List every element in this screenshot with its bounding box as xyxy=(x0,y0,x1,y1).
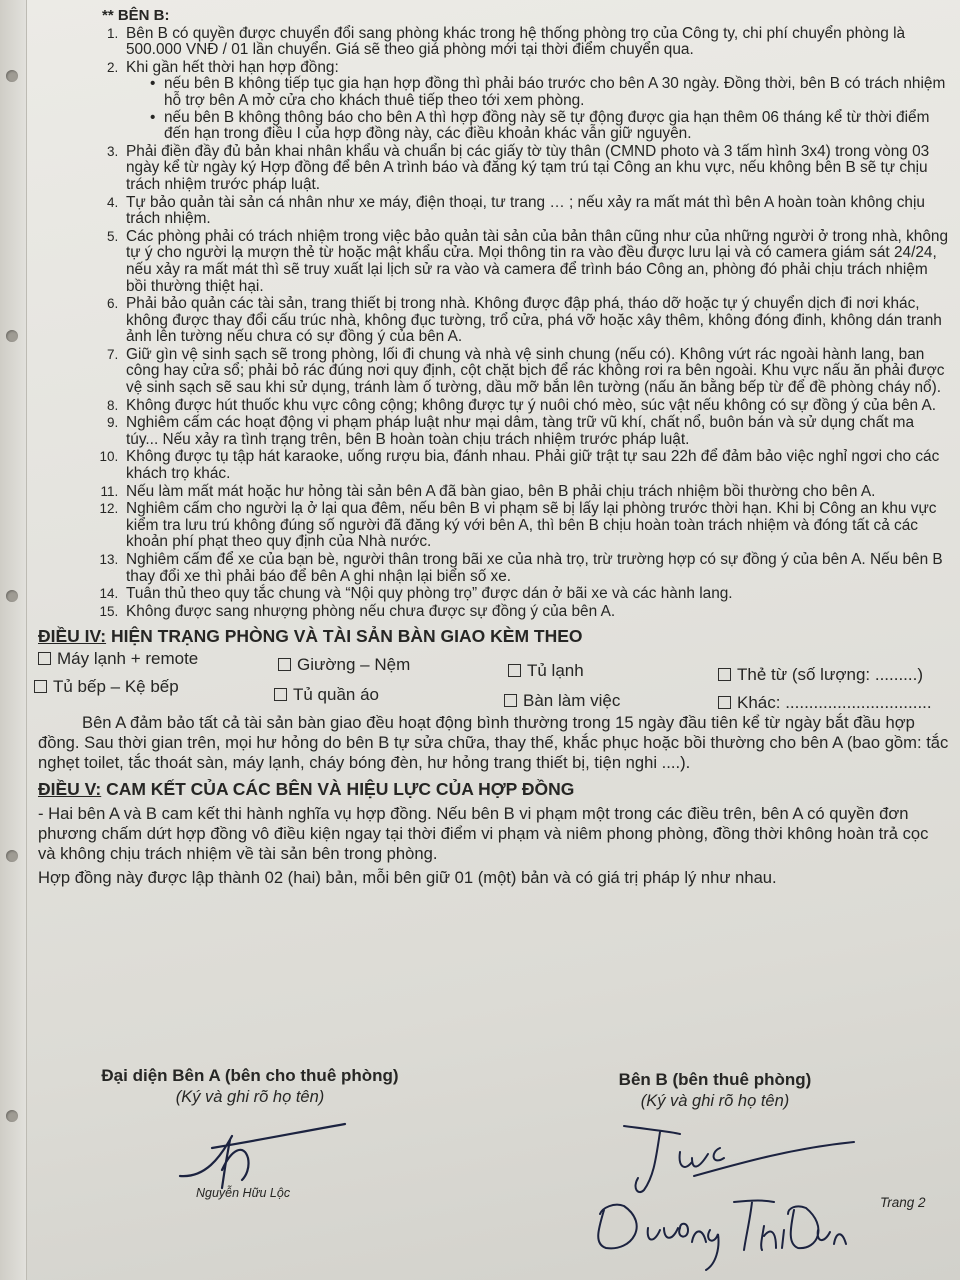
rule-sub-list xyxy=(126,76,950,142)
asset-item xyxy=(718,692,932,712)
binder-hole xyxy=(6,70,18,82)
contract-body xyxy=(38,8,950,888)
party-b-handwritten-name xyxy=(584,1190,854,1274)
asset-item xyxy=(508,660,584,680)
asset-label: Tủ lạnh xyxy=(527,660,584,680)
rule-item: 9. Nghiêm cấm các hoạt động vi phạm pháp luật như mại dâm, tàng trữ vũ khí, chất nổ, buôn bán và sử dụng chất ma túy... Nếu xảy ra tình trạng trên, bên B hoàn toàn chịu trách nhiệm trước pháp luật. xyxy=(122,415,950,448)
party-a-role: Đại diện Bên A (bên cho thuê phòng) xyxy=(101,1066,399,1085)
checkbox-icon xyxy=(274,688,287,701)
party-a-printed-name: Nguyễn Hữu Lộc xyxy=(196,1186,291,1200)
binder-hole xyxy=(6,590,18,602)
asset-label: Tủ quần áo xyxy=(293,684,380,704)
party-a-note: (Ký và ghi rõ họ tên) xyxy=(175,1088,325,1106)
article-5-title: CAM KẾT CỦA CÁC BÊN VÀ HIỆU LỰC CỦA HỢP ĐỒNG xyxy=(106,778,575,799)
article-4-title: HIỆN TRẠNG PHÒNG VÀ TÀI SẢN BÀN GIAO KÈM THEO xyxy=(110,626,583,647)
checkbox-icon xyxy=(34,680,47,693)
rule-item: 7. Giữ gìn vệ sinh sạch sẽ trong phòng, lối đi chung và nhà vệ sinh chung (nếu có). Không vứt rác ngoài hành lang, ban công hay cửa sổ; phải bỏ rác đúng nơi quy định, cột chặt bịch để rác không rơi ra bên ngoài. Khu vực nấu ăn phải được vệ sinh sạch sẽ sau khi sử dụng, tránh làm ố tường, dầu mỡ bắn lên tường (nấu ăn bằng bếp từ để đề phòng cháy nổ). xyxy=(122,347,950,397)
asset-item xyxy=(278,654,411,674)
asset-checklist xyxy=(38,648,950,712)
asset-label: Khác: ............................... xyxy=(737,692,932,712)
asset-label: Máy lạnh + remote xyxy=(57,648,199,668)
party-b-heading: ** BÊN B: xyxy=(102,7,170,24)
rule-sub-item: • nếu bên B không thông báo cho bên A thì hợp đồng này sẽ tự động được gia hạn thêm 06 tháng kể từ thời điểm đến hạn trong điều I của hợp đồng này, các điều khoản khác vẫn giữ nguyên. xyxy=(150,110,950,143)
asset-label: Thẻ từ (số lượng: .........) xyxy=(737,664,924,684)
article-5-copies: Hợp đồng này được lập thành 02 (hai) bản, mỗi bên giữ 01 (một) bản và có giá trị pháp lý như nhau. xyxy=(38,867,777,887)
rule-item: 6. Phải bảo quản các tài sản, trang thiết bị trong nhà. Không được đập phá, tháo dỡ hoặc tự ý chuyển dịch đi nơi khác, không được thay đổi cấu trúc nhà, không đục tường, trổ cửa, phá vỡ hoặc xây thêm, không đóng đinh, không dán tranh ảnh lên tường nếu chưa có sự đồng ý của bên A. xyxy=(122,296,950,346)
asset-item xyxy=(34,676,179,696)
rule-item xyxy=(122,60,950,143)
asset-item xyxy=(274,684,380,704)
party-b-signature-block xyxy=(590,1070,840,1111)
rule-item: 13. Nghiêm cấm để xe của bạn bè, người thân trong bãi xe của nhà trọ, trừ trường hợp có sự đồng ý của bên A. Nếu bên B thay đổi xe thì phải báo để bên A ghi nhận lại biển số xe. xyxy=(122,552,950,585)
rule-sub-item: • nếu bên B không tiếp tục gia hạn hợp đồng thì phải báo trước cho bên A 30 ngày. Đồng thời, bên B có trách nhiệm hỗ trợ bên A mở cửa cho khách thuê tiếp theo tới xem phòng. xyxy=(150,76,950,109)
rule-text: Khi gần hết thời hạn hợp đồng: xyxy=(126,58,339,76)
page-number: Trang 2 xyxy=(880,1195,926,1210)
asset-item xyxy=(718,664,924,684)
binder-hole xyxy=(6,1110,18,1122)
asset-label: Bàn làm việc xyxy=(523,690,621,710)
rule-item: 14. Tuân thủ theo quy tắc chung và “Nội quy phòng trọ” được dán ở bãi xe và các hành lang. xyxy=(122,586,950,603)
article-4-heading xyxy=(38,628,950,645)
asset-item xyxy=(38,648,199,668)
article-5-heading xyxy=(38,778,950,799)
party-b-role: Bên B (bên thuê phòng) xyxy=(618,1070,812,1089)
binder-hole xyxy=(6,850,18,862)
rule-item: 11. Nếu làm mất mát hoặc hư hỏng tài sản bên A đã bàn giao, bên B phải chịu trách nhiệm bồi thường cho bên A. xyxy=(122,484,950,501)
checkbox-icon xyxy=(718,668,731,681)
asset-label: Giường – Nệm xyxy=(297,654,411,674)
rule-item: 10. Không được tụ tập hát karaoke, uống rượu bia, đánh nhau. Phải giữ trật tự sau 22h để đảm bảo việc nghỉ ngơi cho các khách trọ khác. xyxy=(122,449,950,482)
article-5-commitment: - Hai bên A và B cam kết thi hành nghĩa vụ hợp đồng. Nếu bên B vi phạm một trong các điều trên, bên A có quyền đơn phương chấm dứt hợp đồng vô điều kiện ngay tại thời điểm vi phạm và niêm phong phòng, đồng thời không hoàn trả cọc và không chịu trách nhiệm về tài sản bên trong phòng. xyxy=(38,803,929,863)
rule-item: 8. Không được hút thuốc khu vực công cộng; không được tự ý nuôi chó mèo, súc vật nếu không có sự đồng ý của bên A. xyxy=(122,398,950,415)
binder-hole xyxy=(6,330,18,342)
article-4-paragraph: Bên A đảm bảo tất cả tài sản bàn giao đều hoạt động bình thường trong 15 ngày đầu tiên kể từ ngày bắt đầu hợp đồng. Sau thời gian trên, mọi hư hỏng do bên B tự sửa chữa, thay thế, khắc phục hoặc bồi thường cho bên A (bao gồm: tắc nghẹt toilet, tắc thoát sàn, máy lạnh, cháy bóng đèn, hư hỏng trang thiết bị, tiện nghi ....). xyxy=(38,712,949,772)
checkbox-icon xyxy=(718,696,731,709)
rule-item: 12. Nghiêm cấm cho người lạ ở lại qua đêm, nếu bên B vi phạm sẽ bị lấy lại phòng trước thời hạn. Khi bị Công an khu vực kiểm tra lưu trú không đúng số người đã đăng ký với bên A, thì bên B chịu hoàn toàn trách nhiệm và đóng tất cả các khoản phí phạt theo quy định của Nhà nước. xyxy=(122,501,950,551)
rule-item: 15. Không được sang nhượng phòng nếu chưa được sự đồng ý của bên A. xyxy=(122,604,950,621)
asset-item xyxy=(504,690,621,710)
article-5-label: ĐIỀU V: xyxy=(38,778,102,799)
party-b-rules xyxy=(38,26,950,621)
checkbox-icon xyxy=(38,652,51,665)
asset-label: Tủ bếp – Kệ bếp xyxy=(53,676,179,696)
article-4-label: ĐIỀU IV: xyxy=(38,626,107,647)
rule-item: 3. Phải điền đầy đủ bản khai nhân khẩu và chuẩn bị các giấy tờ tùy thân (CMND photo và 3 tấm hình 3x4) trong vòng 03 ngày kể từ ngày ký Hợp đồng để bên A trình báo và đăng ký tạm trú tại Công an khu vực, nếu không bên B sẽ tự chịu trách nhiệm trước pháp luật. xyxy=(122,144,950,194)
party-b-note: (Ký và ghi rõ họ tên) xyxy=(640,1092,790,1110)
rule-item: 5. Các phòng phải có trách nhiệm trong việc bảo quản tài sản của bản thân cũng như của những người ở trong nhà, không tự ý cho người lạ mượn thẻ từ hoặc mật khẩu cửa. Mọi thông tin ra vào đều được lưu lại và có camera giám sát 24/24, nếu xảy ra mất mát thì sẽ truy xuất lại lịch sử ra vào và camera để trình báo Công an, phòng đó phải chịu trách nhiệm bồi thường thiệt hại. xyxy=(122,229,950,295)
rule-item: 4. Tự bảo quản tài sản cá nhân như xe máy, điện thoại, tư trang … ; nếu xảy ra mất mát thì bên A hoàn toàn không chịu trách nhiệm. xyxy=(122,195,950,228)
binder-sleeve-edge xyxy=(0,0,27,1280)
rule-item: 1. Bên B có quyền được chuyển đổi sang phòng khác trong hệ thống phòng trọ của Công ty, chi phí chuyển phòng là 500.000 VNĐ / 01 lần chuyển. Giá sẽ theo giá phòng mới tại thời điểm chuyển qua. xyxy=(122,26,950,59)
checkbox-icon xyxy=(278,658,291,671)
checkbox-icon xyxy=(508,664,521,677)
party-a-signature-block xyxy=(60,1066,440,1107)
checkbox-icon xyxy=(504,694,517,707)
